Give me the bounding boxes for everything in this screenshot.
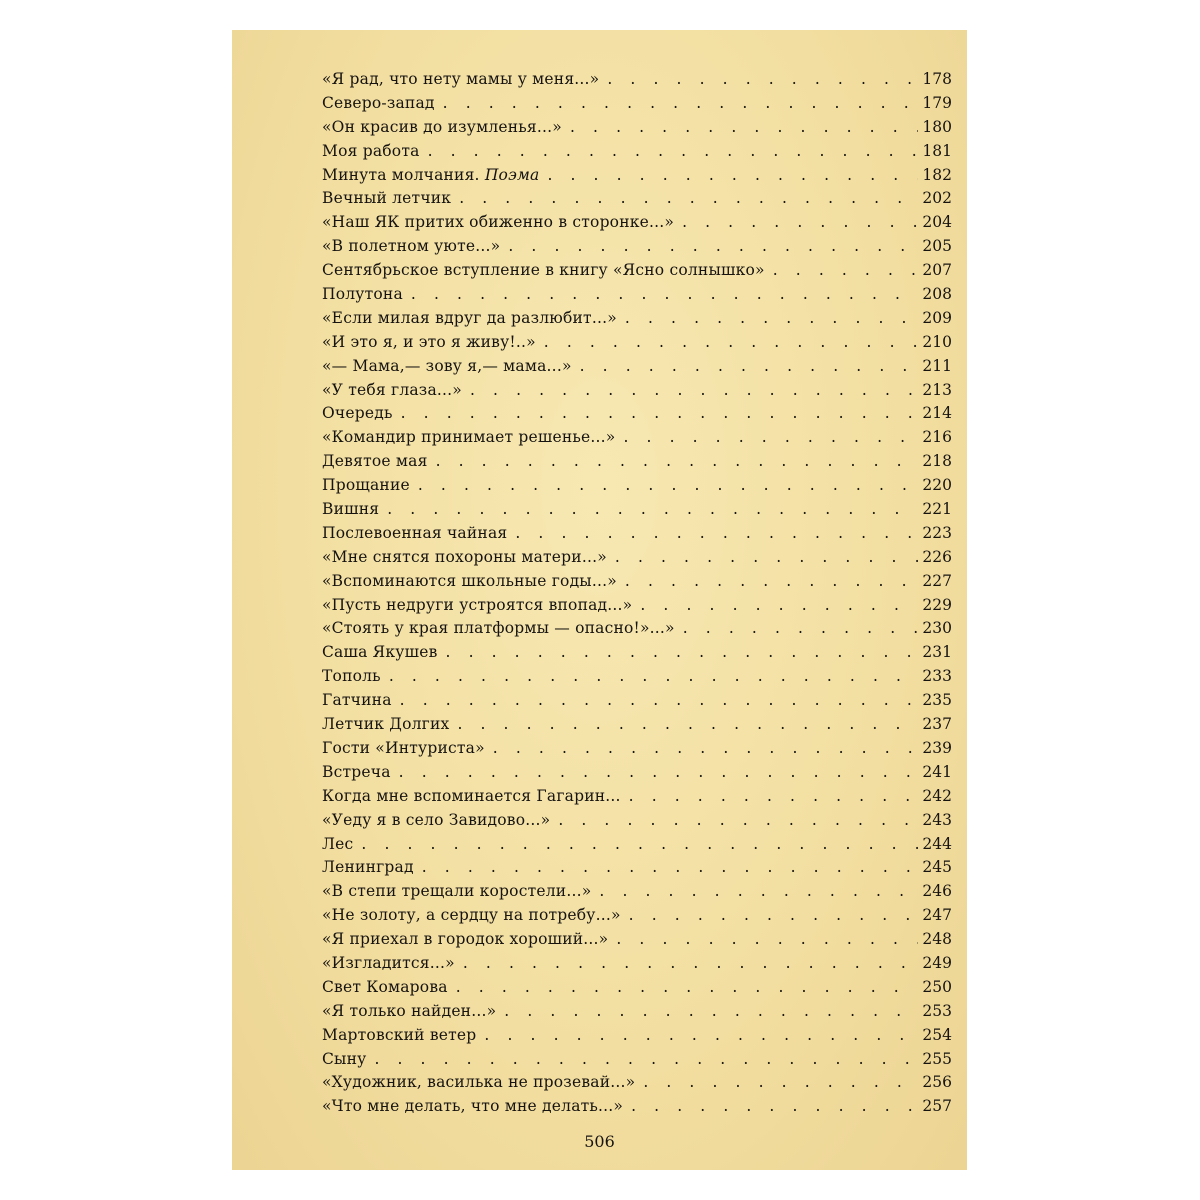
toc-entry: [322, 858, 952, 882]
toc-entry: [322, 285, 952, 309]
toc-entry-page: 179: [922, 93, 952, 112]
dot-leader: [675, 619, 918, 637]
dot-leader: [539, 166, 918, 184]
toc-entry: [322, 619, 952, 643]
page-number: 506: [584, 1132, 615, 1151]
toc-entry: [322, 930, 952, 954]
dot-leader: [550, 811, 918, 829]
toc-entry-title: «Стоять у края платформы — опасно!»...»: [322, 619, 675, 638]
dot-leader: [623, 1097, 918, 1115]
toc-entry-page: 255: [922, 1049, 952, 1068]
toc-entry: [322, 70, 952, 94]
toc-entry-page: 256: [922, 1073, 952, 1092]
toc-entry: [322, 954, 952, 978]
dot-leader: [414, 858, 918, 876]
dot-leader: [635, 1073, 918, 1091]
toc-entry-title: «Изгладится...»: [322, 953, 455, 972]
toc-entry-page: 235: [922, 691, 952, 710]
toc-entry-page: 218: [922, 452, 952, 471]
toc-entry-page: 231: [922, 643, 952, 662]
toc-entry-title: «Он красив до изумленья...»: [322, 117, 562, 136]
toc-entry-title: «Если милая вдруг да разлюбит...»: [322, 308, 617, 327]
toc-entry: [322, 309, 952, 333]
dot-leader: [438, 643, 918, 661]
toc-entry: [322, 500, 952, 524]
toc-entry: [322, 1002, 952, 1026]
dot-leader: [621, 906, 918, 924]
toc-entry-title: «В полетном уюте...»: [322, 237, 501, 256]
toc-entry-page: 257: [922, 1097, 952, 1116]
toc-entry-title: Тополь: [322, 667, 381, 686]
toc-entry-title: Гости «Интуриста»: [322, 738, 485, 757]
toc-entry: [322, 237, 952, 261]
toc-entry-title: Моя работа: [322, 141, 420, 160]
toc-entry: [322, 142, 952, 166]
toc-entry: [322, 452, 952, 476]
dot-leader: [496, 1002, 918, 1020]
dot-leader: [485, 739, 918, 757]
toc-entry-genre: Поэма: [484, 165, 540, 184]
toc-entry-title: «Пусть недруги устроятся впопад...»: [322, 595, 633, 614]
toc-entry-title: «И это я, и это я живу!..»: [322, 332, 536, 351]
dot-leader: [562, 118, 918, 136]
toc-entry: [322, 1050, 952, 1074]
toc-entry-page: 214: [922, 404, 952, 423]
dot-leader: [392, 691, 918, 709]
dot-leader: [379, 500, 918, 518]
toc-entry-page: 245: [922, 858, 952, 877]
toc-entry-title: «Я рад, что нету мамы у меня...»: [322, 70, 600, 88]
toc-entry-page: 233: [922, 667, 952, 686]
toc-entry: [322, 906, 952, 930]
toc-entry-page: 207: [922, 261, 952, 280]
toc-entry-title: «Вспоминаются школьные годы...»: [322, 571, 617, 590]
toc-entry-title: Очередь: [322, 404, 393, 423]
toc-entry-page: 243: [922, 810, 952, 829]
toc-entry-page: 253: [922, 1001, 952, 1020]
toc-entry-page: 249: [922, 953, 952, 972]
toc-entry: [322, 787, 952, 811]
toc-entry-page: 246: [922, 882, 952, 901]
toc-entry: [322, 643, 952, 667]
toc-entry-title: «Уеду я в село Завидово...»: [322, 810, 551, 829]
toc-entry-page: 241: [922, 762, 952, 781]
dot-leader: [435, 94, 918, 112]
toc-entry-title: «Что мне делать, что мне делать...»: [322, 1097, 624, 1116]
toc-entry: [322, 1073, 952, 1097]
dot-leader: [765, 261, 918, 279]
toc-entry-page: 181: [922, 141, 952, 160]
dot-leader: [393, 404, 918, 422]
toc-entry: [322, 333, 952, 357]
toc-entry: [322, 715, 952, 739]
table-of-contents: [322, 70, 952, 1121]
dot-leader: [536, 333, 918, 351]
toc-entry: [322, 572, 952, 596]
toc-entry-title: «Мне снятся похороны матери...»: [322, 547, 607, 566]
toc-entry: [322, 763, 952, 787]
toc-entry-title: «— Мама,— зову я,— мама...»: [322, 356, 572, 375]
dot-leader: [366, 1050, 918, 1068]
toc-entry: [322, 428, 952, 452]
toc-entry-title: Вишня: [322, 500, 380, 519]
toc-entry-page: 209: [922, 308, 952, 327]
toc-entry-page: 208: [922, 285, 952, 304]
dot-leader: [449, 715, 918, 733]
toc-entry-title: Лес: [322, 834, 354, 853]
toc-entry-page: 182: [922, 165, 952, 184]
toc-entry-title: «Командир принимает решенье...»: [322, 428, 616, 447]
dot-leader: [455, 954, 918, 972]
toc-entry-title: «В степи трещали коростели...»: [322, 882, 592, 901]
dot-leader: [381, 667, 918, 685]
dot-leader: [572, 357, 918, 375]
toc-entry-title: «Не золоту, а сердцу на потребу...»: [322, 906, 621, 925]
toc-entry-page: 229: [922, 595, 952, 614]
toc-entry-page: 210: [922, 332, 952, 351]
toc-entry-title: Минута молчания. Поэма: [322, 165, 540, 184]
toc-entry-page: 221: [922, 500, 952, 519]
dot-leader: [410, 476, 918, 494]
dot-leader: [617, 572, 918, 590]
toc-entry: [322, 213, 952, 237]
toc-entry-page: 204: [922, 213, 952, 232]
toc-entry-page: 180: [922, 117, 952, 136]
toc-entry-title: «Я приехал в городок хороший...»: [322, 930, 609, 949]
toc-entry: [322, 667, 952, 691]
toc-entry-title: Северо-запад: [322, 93, 435, 112]
toc-entry-title: Встреча: [322, 762, 391, 781]
dot-leader: [353, 835, 918, 853]
toc-entry-page: 230: [922, 619, 952, 638]
toc-entry: [322, 1026, 952, 1050]
toc-entry-title: Сентябрьское вступление в книгу «Ясно солнышко»: [322, 261, 765, 280]
dot-leader: [674, 213, 918, 231]
toc-entry-title: Саша Якушев: [322, 643, 438, 662]
dot-leader: [403, 285, 918, 303]
toc-entry-page: 250: [922, 977, 952, 996]
toc-entry-page: 178: [922, 70, 952, 88]
dot-leader: [607, 548, 918, 566]
dot-leader: [462, 381, 918, 399]
toc-entry-page: 226: [922, 547, 952, 566]
toc-entry-page: 216: [922, 428, 952, 447]
toc-entry: [322, 691, 952, 715]
toc-entry-page: 202: [922, 189, 952, 208]
toc-entry: [322, 476, 952, 500]
toc-entry-title: «Я только найден...»: [322, 1001, 497, 1020]
toc-entry-title: Девятое мая: [322, 452, 428, 471]
toc-entry-title: «У тебя глаза...»: [322, 380, 462, 399]
toc-entry-page: 227: [922, 571, 952, 590]
toc-entry-title: Летчик Долгих: [322, 715, 450, 734]
toc-entry: [322, 548, 952, 572]
toc-entry-title: Вечный летчик: [322, 189, 452, 208]
toc-entry: [322, 739, 952, 763]
toc-entry-page: 244: [922, 834, 952, 853]
toc-entry-title: «Художник, василька не прозевай...»: [322, 1073, 636, 1092]
toc-entry: [322, 524, 952, 548]
dot-leader: [448, 978, 918, 996]
dot-leader: [420, 142, 918, 160]
toc-entry-page: 248: [922, 930, 952, 949]
dot-leader: [451, 189, 918, 207]
dot-leader: [428, 452, 918, 470]
toc-entry-page: 220: [922, 476, 952, 495]
toc-entry-page: 239: [922, 738, 952, 757]
dot-leader: [391, 763, 918, 781]
toc-entry-title: Ленинград: [322, 858, 414, 877]
toc-entry-title: «Наш ЯК притих обиженно в сторонке...»: [322, 213, 675, 232]
dot-leader: [621, 787, 918, 805]
dot-leader: [500, 237, 918, 255]
toc-entry-page: 205: [922, 237, 952, 256]
toc-entry: [322, 189, 952, 213]
dot-leader: [632, 596, 918, 614]
toc-entry: [322, 596, 952, 620]
dot-leader: [608, 930, 918, 948]
toc-entry-title: Сыну: [322, 1049, 367, 1068]
toc-entry: [322, 381, 952, 405]
toc-entry-title: Гатчина: [322, 691, 392, 710]
toc-entry-page: 254: [922, 1025, 952, 1044]
toc-entry-page: 211: [922, 356, 952, 375]
toc-entry-page: 242: [922, 786, 952, 805]
toc-entry-page: 247: [922, 906, 952, 925]
book-page: [232, 30, 967, 1170]
dot-leader: [591, 882, 918, 900]
toc-entry-page: 237: [922, 715, 952, 734]
toc-entry: [322, 882, 952, 906]
toc-entry: [322, 978, 952, 1002]
dot-leader: [617, 309, 918, 327]
toc-entry-title: Свет Комарова: [322, 977, 448, 996]
toc-entry-title: Полутона: [322, 285, 403, 304]
toc-entry: [322, 94, 952, 118]
toc-entry-page: 223: [922, 523, 952, 542]
dot-leader: [615, 428, 918, 446]
dot-leader: [476, 1026, 918, 1044]
toc-entry-page: 213: [922, 380, 952, 399]
toc-entry-title: Мартовский ветер: [322, 1025, 477, 1044]
dot-leader: [507, 524, 918, 542]
toc-entry: [322, 261, 952, 285]
toc-entry: [322, 166, 952, 190]
toc-entry: [322, 404, 952, 428]
toc-entry: [322, 835, 952, 859]
toc-entry: [322, 357, 952, 381]
dot-leader: [599, 70, 918, 88]
toc-entry: [322, 118, 952, 142]
toc-entry: [322, 811, 952, 835]
toc-entry-title: Послевоенная чайная: [322, 523, 508, 542]
toc-entry-title: Прощание: [322, 476, 410, 495]
toc-entry-title: Когда мне вспоминается Гагарин...: [322, 786, 621, 805]
toc-entry: [322, 1097, 952, 1121]
